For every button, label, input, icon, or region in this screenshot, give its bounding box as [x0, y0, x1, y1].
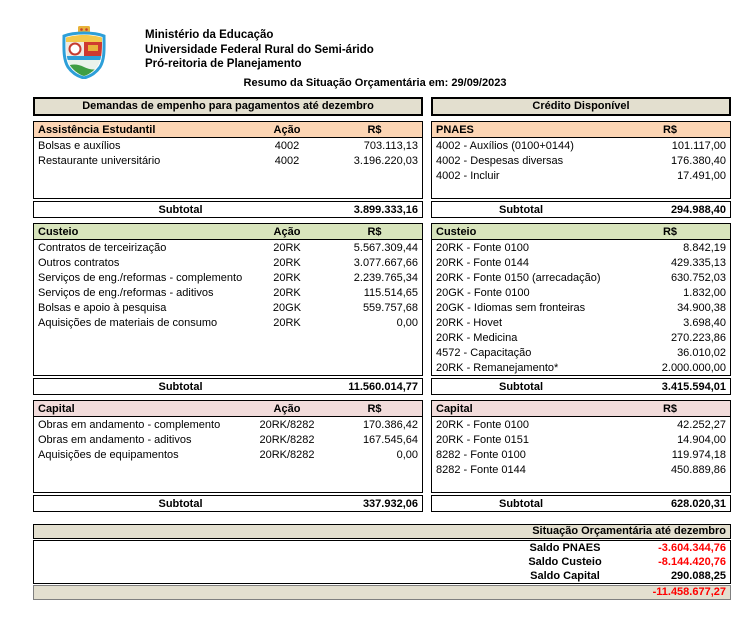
subtotal-value: 337.932,06: [362, 497, 418, 510]
summary-row: [34, 555, 730, 569]
empty-row: [34, 462, 422, 477]
subtotal-value: 628.020,31: [670, 497, 726, 510]
row-label: Obras em andamento - aditivos: [38, 433, 192, 446]
table-row: [34, 447, 422, 462]
summary-row-value: -3.604.344,76: [658, 542, 726, 554]
row-value: 5.567.309,44: [353, 241, 418, 254]
row-value: 0,00: [396, 448, 418, 461]
row-acao: 20RK: [273, 256, 301, 269]
table-row: [432, 300, 730, 315]
table-row: [34, 270, 422, 285]
section-title: Custeio: [38, 225, 79, 238]
subtotal-row: [33, 495, 423, 512]
row-label: 20RK - Fonte 0100: [436, 418, 529, 431]
row-label: 20RK - Remanejamento*: [436, 361, 559, 374]
empty-row: [34, 168, 422, 183]
empty-row: [34, 477, 422, 492]
summary-row-label: Saldo Custeio: [528, 556, 602, 568]
row-label: Bolsas e apoio à pesquisa: [38, 301, 167, 314]
subtotal-value: 3.415.594,01: [661, 380, 726, 393]
subtotal-label: Subtotal: [499, 203, 543, 216]
summary-total-value: -11.458.677,27: [652, 586, 726, 598]
row-label: 4002 - Auxílios (0100+0144): [436, 139, 574, 152]
row-value: 36.010,02: [677, 346, 726, 359]
row-label: 8282 - Fonte 0100: [436, 448, 526, 461]
table-header-row: [432, 401, 730, 417]
main-content: [33, 97, 731, 512]
document-header: [55, 25, 374, 79]
row-label: Restaurante universitário: [38, 154, 161, 167]
right-column: [431, 97, 731, 512]
table-row: [34, 315, 422, 330]
row-label: 4002 - Incluir: [436, 169, 500, 182]
subtotal-value: 11.560.014,77: [348, 380, 418, 393]
subtotal-label: Subtotal: [499, 380, 543, 393]
subtotal-row: [431, 495, 731, 512]
table-row: [432, 432, 730, 447]
col-header-valor: R$: [662, 123, 678, 136]
row-value: 2.239.765,34: [353, 271, 418, 284]
table-row: [432, 462, 730, 477]
summary-title: Situação Orçamentária até dezembro: [33, 524, 731, 539]
table-row: [432, 153, 730, 168]
subtotal-label: Subtotal: [499, 497, 543, 510]
row-value: 559.757,68: [362, 301, 418, 314]
section-capital: [431, 400, 731, 512]
row-value: 17.491,00: [677, 169, 726, 182]
row-acao: 20RK: [273, 286, 301, 299]
table-row: [432, 315, 730, 330]
right-sections: [431, 121, 731, 512]
section-title: PNAES: [436, 123, 474, 136]
row-value: 1.832,00: [683, 286, 726, 299]
crest-icon: [55, 25, 113, 79]
row-value: 630.752,03: [670, 271, 726, 284]
table-row: [432, 270, 730, 285]
row-label: 20RK - Fonte 0150 (arrecadação): [436, 271, 601, 284]
row-acao: 20RK/8282: [259, 433, 315, 446]
row-label: 4572 - Capacitação: [436, 346, 532, 359]
row-label: Obras em andamento - complemento: [38, 418, 221, 431]
row-value: 119.974,18: [671, 448, 726, 461]
row-label: Serviços de eng./reformas - complemento: [38, 271, 243, 284]
table-capital: [431, 400, 731, 493]
table-header-row: [432, 224, 730, 240]
row-value: 429.335,13: [670, 256, 726, 269]
row-label: 4002 - Despesas diversas: [436, 154, 564, 167]
subtotal-row: [431, 201, 731, 218]
section-title: Assistência Estudantil: [38, 123, 156, 136]
table-row: [432, 330, 730, 345]
table-row: [432, 285, 730, 300]
row-value: 8.842,19: [683, 241, 726, 254]
row-label: 20RK - Fonte 0100: [436, 241, 529, 254]
subtotal-row: [33, 378, 423, 395]
row-value: 167.545,64: [362, 433, 418, 446]
ufersa-crest-logo: [55, 25, 113, 79]
section-title: Capital: [436, 402, 473, 415]
table-row: [34, 255, 422, 270]
col-header-valor: R$: [662, 402, 678, 415]
row-value: 115.514,65: [363, 286, 418, 299]
subtotal-row: [33, 201, 423, 218]
row-label: 20GK - Idiomas sem fronteiras: [436, 301, 586, 314]
section-custeio: [431, 223, 731, 395]
row-value: 34.900,38: [677, 301, 726, 314]
row-label: 20RK - Medicina: [436, 331, 518, 344]
table-row: [34, 417, 422, 432]
table-row: [34, 138, 422, 153]
table-capital: [33, 400, 423, 493]
row-acao: 20RK: [273, 316, 301, 329]
empty-row: [34, 360, 422, 375]
summary-total-row: [33, 585, 731, 600]
section-pnaes: [431, 121, 731, 218]
empty-row: [432, 477, 730, 492]
summary-section: [33, 524, 731, 600]
row-label: 20RK - Hovet: [436, 316, 503, 329]
row-acao: 20RK: [273, 271, 301, 284]
table-row: [432, 417, 730, 432]
right-panel-title: Crédito Disponível: [431, 97, 731, 116]
col-header-valor: R$: [662, 225, 678, 238]
section-assistencia-estudantil: [33, 121, 423, 218]
org-text-block: [145, 25, 374, 72]
org-line-university: Universidade Federal Rural do Semi-árido: [145, 43, 374, 56]
summary-row-value: 290.088,25: [670, 570, 726, 582]
row-value: 3.196.220,03: [353, 154, 418, 167]
summary-row-label: Saldo PNAES: [529, 542, 601, 554]
table-row: [34, 300, 422, 315]
row-label: Aquisições de equipamentos: [38, 448, 179, 461]
row-acao: 20GK: [272, 301, 302, 314]
row-label: 20GK - Fonte 0100: [436, 286, 530, 299]
row-label: Aquisições de materiais de consumo: [38, 316, 218, 329]
table-row: [34, 240, 422, 255]
empty-row: [432, 183, 730, 198]
table-row: [34, 432, 422, 447]
summary-row: [34, 541, 730, 555]
summary-rows: [33, 540, 731, 584]
col-header-valor: R$: [367, 123, 382, 136]
section-title: Custeio: [436, 225, 477, 238]
table-row: [432, 168, 730, 183]
page-title: Resumo da Situação Orçamentária em: 29/09/2023: [243, 77, 507, 89]
row-value: 703.113,13: [363, 139, 418, 152]
row-value: 0,00: [396, 316, 418, 329]
row-label: Contratos de terceirização: [38, 241, 167, 254]
empty-row: [34, 330, 422, 345]
row-label: 8282 - Fonte 0144: [436, 463, 526, 476]
table-row: [432, 360, 730, 375]
row-label: 20RK - Fonte 0144: [436, 256, 529, 269]
table-header-row: [34, 122, 422, 138]
row-value: 270.223,86: [670, 331, 726, 344]
table-row: [432, 138, 730, 153]
row-value: 2.000.000,00: [661, 361, 726, 374]
table-custeio: [33, 223, 423, 376]
table-row: [34, 285, 422, 300]
table-custeio: [431, 223, 731, 376]
summary-row-value: -8.144.420,76: [658, 556, 726, 568]
row-label: Bolsas e auxílios: [38, 139, 121, 152]
subtotal-label: Subtotal: [158, 497, 203, 510]
table-row: [432, 240, 730, 255]
section-capital: [33, 400, 423, 512]
section-title: Capital: [38, 402, 75, 415]
row-label: Serviços de eng./reformas - aditivos: [38, 286, 214, 299]
empty-row: [34, 183, 422, 198]
row-value: 170.386,42: [362, 418, 418, 431]
summary-row: [34, 569, 730, 583]
row-label: Outros contratos: [38, 256, 120, 269]
row-value: 101.117,00: [671, 139, 726, 152]
table-pnaes: [431, 121, 731, 199]
table-header-row: [432, 122, 730, 138]
row-value: 14.904,00: [677, 433, 726, 446]
row-acao: 20RK: [273, 241, 301, 254]
col-header-valor: R$: [367, 402, 382, 415]
col-header-acao: Ação: [273, 123, 301, 136]
col-header-valor: R$: [367, 225, 382, 238]
row-value: 3.698,40: [683, 316, 726, 329]
left-panel-title: Demandas de empenho para pagamentos até dezembro: [33, 97, 423, 116]
table-row: [432, 447, 730, 462]
subtotal-value: 294.988,40: [670, 203, 726, 216]
table-row: [34, 153, 422, 168]
subtotal-value: 3.899.333,16: [353, 203, 418, 216]
row-acao: 4002: [274, 154, 300, 167]
row-value: 176.380,40: [670, 154, 726, 167]
table-row: [432, 345, 730, 360]
row-acao: 4002: [274, 139, 300, 152]
org-line-prorectory: Pró-reitoria de Planejamento: [145, 58, 302, 70]
row-acao: 20RK/8282: [259, 448, 315, 461]
subtotal-label: Subtotal: [158, 380, 203, 393]
table-header-row: [34, 224, 422, 240]
row-label: 20RK - Fonte 0151: [436, 433, 529, 446]
summary-row-label: Saldo Capital: [530, 570, 600, 582]
row-value: 42.252,27: [677, 418, 726, 431]
org-line-ministry: Ministério da Educação: [145, 29, 274, 41]
row-value: 450.889,86: [670, 463, 726, 476]
row-acao: 20RK/8282: [259, 418, 315, 431]
col-header-acao: Ação: [273, 225, 301, 238]
left-sections: [33, 121, 423, 512]
empty-row: [34, 345, 422, 360]
table-header-row: [34, 401, 422, 417]
left-column: [33, 97, 423, 512]
subtotal-label: Subtotal: [158, 203, 203, 216]
col-header-acao: Ação: [273, 402, 301, 415]
row-value: 3.077.667,66: [353, 256, 418, 269]
section-custeio: [33, 223, 423, 395]
table-row: [432, 255, 730, 270]
subtotal-row: [431, 378, 731, 395]
table-assistencia-estudantil: [33, 121, 423, 199]
